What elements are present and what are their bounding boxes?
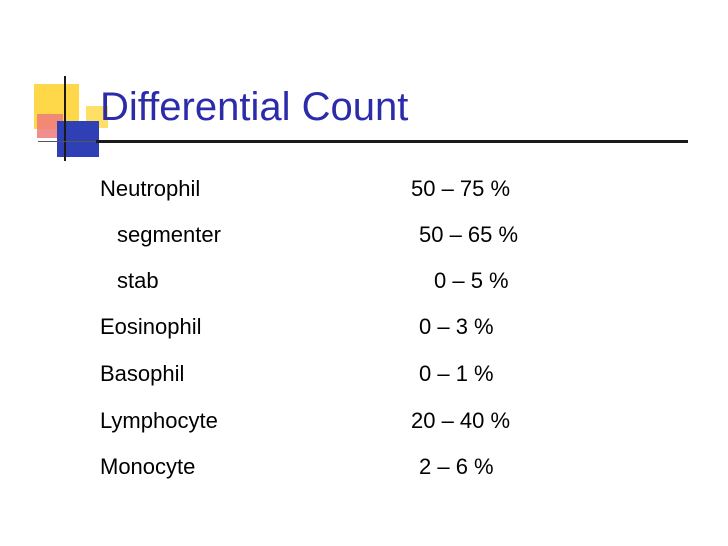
cell-type-label: Lymphocyte [100, 408, 218, 433]
cell-type-label: segmenter [117, 222, 221, 247]
cell-type-label: Neutrophil [100, 176, 201, 201]
reference-range: 50 – 75 % [411, 176, 511, 201]
list-item [0, 222, 728, 250]
list-item [0, 454, 728, 482]
reference-range: 2 – 6 % [419, 454, 494, 479]
list-item [0, 268, 728, 296]
decor-horizontal-line [38, 141, 100, 142]
decor-vertical-line [64, 76, 66, 161]
list-item [0, 408, 728, 436]
cell-type-label: stab [117, 268, 159, 293]
list-item [0, 361, 728, 389]
list-item [0, 314, 728, 342]
cell-type-label: Monocyte [100, 454, 196, 479]
title-underline [96, 140, 688, 143]
cell-type-label: Basophil [100, 361, 185, 386]
reference-range: 0 – 5 % [434, 268, 509, 293]
list-item [0, 176, 728, 204]
reference-range: 0 – 3 % [419, 314, 494, 339]
reference-range: 50 – 65 % [419, 222, 519, 247]
reference-range: 20 – 40 % [411, 408, 511, 433]
reference-range: 0 – 1 % [419, 361, 494, 386]
cell-type-label: Eosinophil [100, 314, 202, 339]
slide-title: Differential Count [100, 85, 409, 129]
